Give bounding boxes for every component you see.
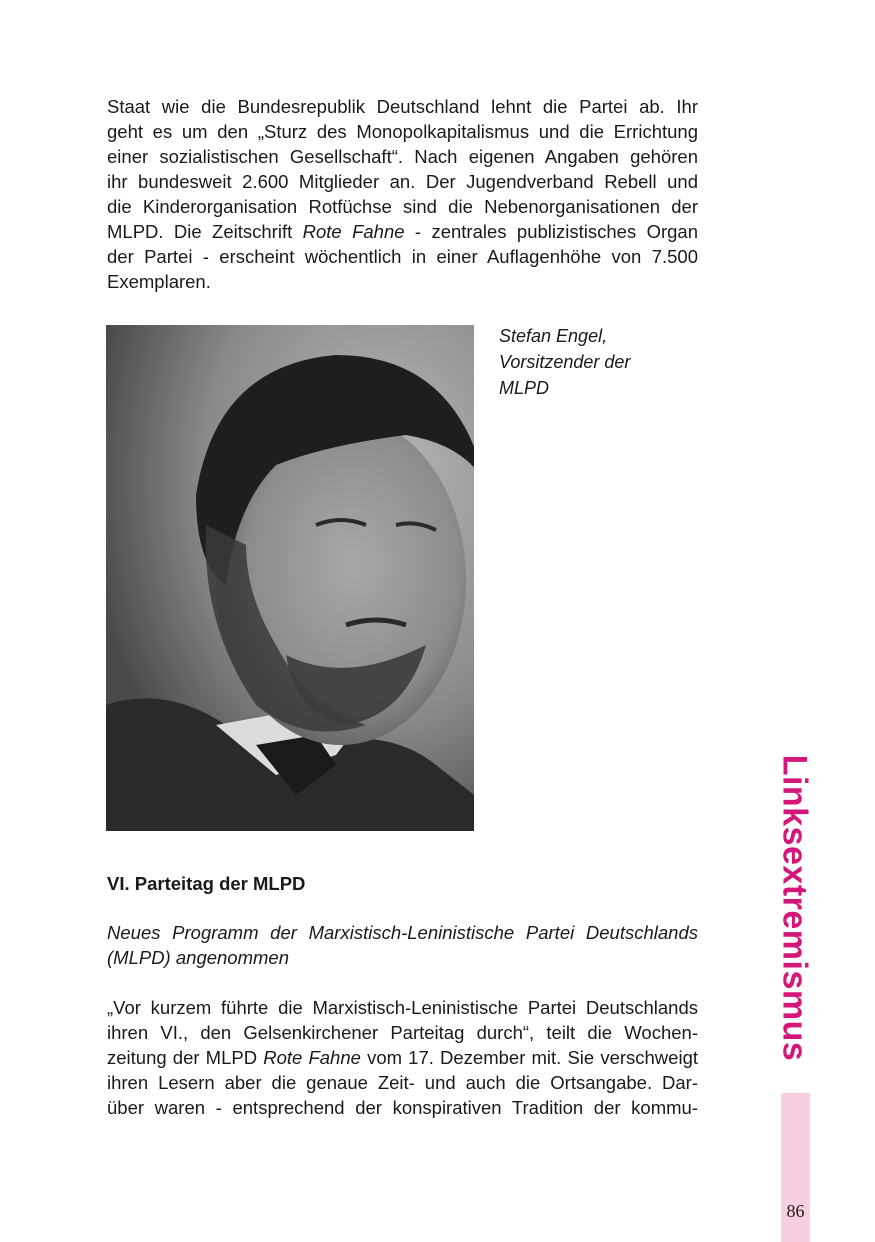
page-number-box — [781, 1093, 810, 1242]
text-line: ihr bundesweit 2.600 Mitglieder an. Der Jugendverband Rebell und — [107, 171, 698, 192]
text-line: geht es um den „Sturz des Monopolkapitalismus und die Errichtung — [107, 121, 698, 142]
subtitle-line: (MLPD) angenommen — [107, 947, 289, 968]
text-segment: - zentrales publizistisches Organ — [404, 221, 698, 242]
text-line: „Vor kurzem führte die Marxistisch-Leninistische Partei Deutschlands — [107, 997, 698, 1018]
subtitle-line: Neues Programm der Marxistisch-Leninistische Partei Deutschlands — [107, 922, 698, 943]
caption-line: MLPD — [499, 378, 550, 398]
chapter-side-tab — [764, 754, 824, 1061]
caption-line: Vorsitzender der — [499, 352, 631, 372]
text-line: ihren VI., den Gelsenkirchener Parteitag durch“, teilt die Wochen- — [107, 1022, 698, 1043]
text-segment: vom 17. Dezember mit. Sie verschweigt — [360, 1047, 698, 1068]
text-line — [107, 219, 698, 244]
body-paragraph-2 — [107, 995, 698, 1120]
publication-title: Rote Fahne — [302, 221, 405, 242]
portrait-illustration — [106, 325, 474, 831]
text-line: über waren - entsprechend der konspirativen Tradition der kommu- — [107, 1097, 698, 1118]
caption-line: Stefan Engel, — [499, 326, 608, 346]
body-paragraph-1 — [107, 94, 698, 294]
text-line — [107, 1045, 698, 1070]
photo-caption — [499, 323, 699, 401]
section-title: VI. Parteitag der MLPD — [107, 873, 306, 894]
text-line: Exemplaren. — [107, 271, 211, 292]
portrait-photo — [106, 325, 474, 831]
text-segment: zeitung der MLPD — [107, 1047, 264, 1068]
text-line: der Partei - erscheint wöchentlich in einer Auflagenhöhe von 7.500 — [107, 246, 698, 267]
text-line: Staat wie die Bundesrepublik Deutschland lehnt die Partei ab. Ihr — [107, 96, 698, 117]
section-subtitle — [107, 920, 698, 970]
text-segment: MLPD. Die Zeitschrift — [107, 221, 303, 242]
publication-title: Rote Fahne — [263, 1047, 361, 1068]
page-number: 86 — [786, 1201, 805, 1221]
text-line: einer sozialistischen Gesellschaft“. Nach eigenen Angaben gehören — [107, 146, 698, 167]
text-line: die Kinderorganisation Rotfüchse sind die Nebenorganisationen der — [107, 196, 698, 217]
text-line: ihren Lesern aber die genaue Zeit- und auch die Ortsangabe. Dar- — [107, 1072, 698, 1093]
chapter-label: Linksextremismus — [775, 754, 814, 1061]
